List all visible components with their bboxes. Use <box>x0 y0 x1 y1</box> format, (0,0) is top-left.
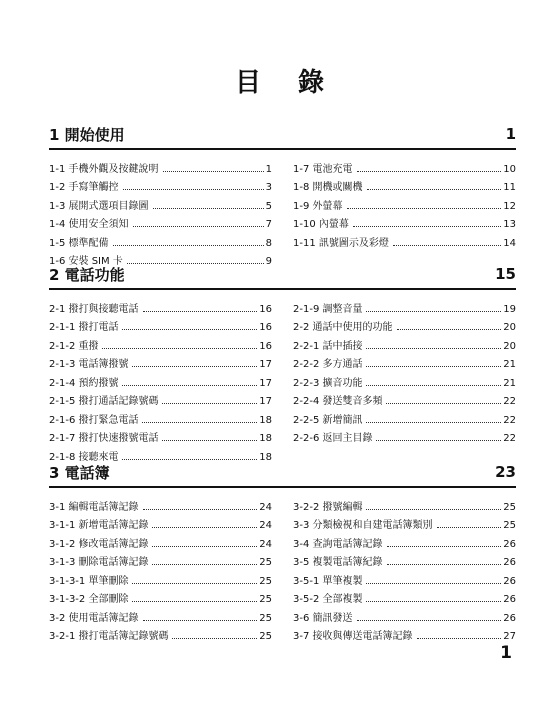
toc-entry <box>293 605 516 624</box>
dot-leader <box>366 509 501 510</box>
toc-entry-page: 25 <box>259 557 272 568</box>
dot-leader <box>353 226 501 227</box>
toc-entry <box>49 605 272 624</box>
toc-entry <box>293 531 516 550</box>
toc-column-left <box>49 494 272 642</box>
dot-leader <box>162 440 257 441</box>
toc-column-right <box>293 156 516 267</box>
dot-leader <box>417 638 502 639</box>
toc-entry <box>49 193 272 212</box>
dot-leader <box>357 620 502 621</box>
toc-entry-page: 16 <box>259 340 272 352</box>
page-number: 1 <box>500 643 512 663</box>
toc-entry-label: 2-1-9 調整音量 <box>293 303 363 315</box>
dot-leader <box>123 189 264 190</box>
toc-entry <box>49 352 272 371</box>
toc-entry-page: 25 <box>503 501 516 513</box>
dot-leader <box>366 366 501 367</box>
toc-entry-label: 3-3 分類檢視和自建電話簿類別 <box>293 520 433 531</box>
toc-entry <box>293 230 516 249</box>
dot-leader <box>386 403 501 404</box>
toc-entry-label: 2-1 撥打與接聽電話 <box>49 303 139 315</box>
toc-column-left <box>49 296 272 463</box>
toc-entry-page: 21 <box>503 377 516 389</box>
toc-entry-label: 2-1-8 接聽來電 <box>49 451 119 463</box>
toc-entry <box>293 296 516 315</box>
toc-entry <box>49 370 272 389</box>
dot-leader <box>347 208 502 209</box>
dot-leader <box>367 189 502 190</box>
toc-entry <box>293 624 516 643</box>
toc-entry-page: 14 <box>503 237 516 249</box>
dot-leader <box>142 422 257 423</box>
dot-leader <box>437 527 502 528</box>
toc-entry <box>293 513 516 532</box>
dot-leader <box>366 385 501 386</box>
dot-leader <box>152 527 257 528</box>
toc-entry <box>49 333 272 352</box>
toc-entry-label: 3-5-2 全部複製 <box>293 594 363 605</box>
toc-entry-label: 2-2 通話中使用的功能 <box>293 322 393 333</box>
toc-entry-page: 26 <box>503 538 516 550</box>
toc-entry-page: 9 <box>265 256 272 267</box>
dot-leader <box>143 620 258 621</box>
toc-entry-page: 24 <box>259 538 272 550</box>
toc-entry-label: 1-9 外螢幕 <box>293 200 343 212</box>
toc-entry <box>293 315 516 334</box>
dot-leader <box>133 226 264 227</box>
dot-leader <box>113 245 264 246</box>
toc-entry-label: 3-2-1 撥打電話簿記錄號碼 <box>49 631 169 642</box>
toc-entry-label: 1-5 標準配備 <box>49 237 109 249</box>
dot-leader <box>172 638 257 639</box>
toc-entry-label: 2-1-4 預約撥號 <box>49 377 119 389</box>
toc-entry <box>293 494 516 513</box>
dot-leader <box>153 208 264 209</box>
toc-entry-label: 1-6 安裝 SIM 卡 <box>49 256 123 267</box>
toc-entry <box>49 550 272 569</box>
dot-leader <box>152 564 257 565</box>
toc-entry-page: 5 <box>265 200 272 212</box>
toc-entry-page: 13 <box>503 219 516 230</box>
toc-entry-label: 3-1-3 刪除電話簿記錄 <box>49 557 149 568</box>
dot-leader <box>102 348 257 349</box>
dot-leader <box>143 509 258 510</box>
dot-leader <box>366 348 501 349</box>
section-header <box>49 121 516 147</box>
toc-entry-label: 2-1-2 重撥 <box>49 340 99 352</box>
toc-entry-label: 3-6 簡訊發送 <box>293 612 353 624</box>
toc-entry-label: 3-7 接收與傳送電話簿記錄 <box>293 631 413 642</box>
dot-leader <box>397 329 502 330</box>
toc-entry-page: 25 <box>259 612 272 624</box>
toc-entry-label: 2-1-1 撥打電話 <box>49 322 119 333</box>
toc-entry-page: 10 <box>503 163 516 175</box>
toc-entry-label: 3-4 查詢電話簿記錄 <box>293 538 383 550</box>
toc-entry <box>49 296 272 315</box>
toc-entry-label: 2-1-3 電話簿撥號 <box>49 359 129 370</box>
toc-entry-label: 1-3 展開式選項目錄圖 <box>49 200 149 212</box>
toc-entry-page: 22 <box>503 396 516 407</box>
dot-leader <box>357 171 502 172</box>
toc-entry-page: 17 <box>259 359 272 370</box>
toc-entry <box>49 426 272 445</box>
dot-leader <box>122 329 257 330</box>
toc-entry-page: 11 <box>503 182 516 193</box>
section-page: 15 <box>495 265 516 283</box>
toc-entry-page: 21 <box>503 359 516 370</box>
section-title: 1 開始使用 <box>49 125 125 144</box>
toc-entry <box>293 389 516 408</box>
toc-entry-label: 2-2-1 話中插接 <box>293 340 363 352</box>
toc-entry <box>293 212 516 231</box>
toc-entry-page: 26 <box>503 575 516 587</box>
toc-section <box>49 121 516 267</box>
toc-entry-label: 2-2-6 返回主目錄 <box>293 433 373 444</box>
toc-entry <box>293 407 516 426</box>
dot-leader <box>366 601 501 602</box>
toc-entry-page: 26 <box>503 557 516 568</box>
toc-entry-page: 18 <box>259 414 272 426</box>
toc-entry-label: 1-10 內螢幕 <box>293 219 349 230</box>
toc-entry-page: 24 <box>259 520 272 531</box>
dot-leader <box>162 403 257 404</box>
toc-entry-page: 18 <box>259 433 272 444</box>
dot-leader <box>163 171 264 172</box>
toc-entry-page: 1 <box>265 163 272 175</box>
toc-entry-label: 1-2 手寫筆觸控 <box>49 182 119 193</box>
toc-entry <box>49 230 272 249</box>
toc-entry <box>49 407 272 426</box>
toc-entry-label: 1-7 電池充電 <box>293 163 353 175</box>
toc-entry-page: 24 <box>259 501 272 513</box>
toc-entry-label: 2-1-7 撥打快速撥號電話 <box>49 433 159 444</box>
toc-entry-page: 7 <box>265 219 272 230</box>
toc-entry-page: 26 <box>503 612 516 624</box>
toc-entry <box>293 370 516 389</box>
toc-entry-page: 16 <box>259 322 272 333</box>
toc-entry-label: 1-1 手機外觀及按鍵說明 <box>49 163 159 175</box>
dot-leader <box>393 245 501 246</box>
toc-entry-page: 19 <box>503 303 516 315</box>
toc-entry <box>293 352 516 371</box>
toc-entry-page: 27 <box>503 631 516 642</box>
section-header <box>49 261 516 287</box>
dot-leader <box>387 564 502 565</box>
dot-leader <box>122 385 257 386</box>
toc-column-right <box>293 494 516 642</box>
section-divider <box>49 486 516 488</box>
section-title: 3 電話簿 <box>49 463 110 482</box>
toc-entry <box>49 389 272 408</box>
toc-entry <box>293 156 516 175</box>
toc-column-right <box>293 296 516 463</box>
toc-entry-page: 3 <box>265 182 272 193</box>
toc-entry <box>49 531 272 550</box>
page-title: 目 錄 <box>234 68 339 98</box>
dot-leader <box>143 311 258 312</box>
toc-entry-page: 8 <box>265 237 272 249</box>
toc-section <box>49 459 516 642</box>
toc-entry-label: 3-5-1 單筆複製 <box>293 575 363 587</box>
toc-entry-page: 16 <box>259 303 272 315</box>
toc-entry-page: 25 <box>503 520 516 531</box>
toc-entry-page: 25 <box>259 631 272 642</box>
toc-entry-page: 22 <box>503 414 516 426</box>
dot-leader <box>366 422 501 423</box>
dot-leader <box>152 546 257 547</box>
toc-entry-page: 17 <box>259 377 272 389</box>
section-header <box>49 459 516 485</box>
toc-entry-label: 2-1-6 撥打緊急電話 <box>49 414 139 426</box>
toc-column-left <box>49 156 272 267</box>
toc-entry <box>293 193 516 212</box>
toc-entry-page: 18 <box>259 451 272 463</box>
toc-entry-page: 17 <box>259 396 272 407</box>
toc-entry-page: 26 <box>503 594 516 605</box>
toc-entry-label: 3-5 複製電話簿紀錄 <box>293 557 383 568</box>
toc-entry <box>49 175 272 194</box>
toc-entry-page: 25 <box>259 594 272 605</box>
toc-entry-label: 1-11 訊號圖示及彩燈 <box>293 237 389 249</box>
section-title: 2 電話功能 <box>49 265 125 284</box>
toc-entry-label: 3-2 使用電話簿記錄 <box>49 612 139 624</box>
toc-entry-label: 1-8 開機或關機 <box>293 182 363 193</box>
toc-entry-label: 3-1-1 新增電話簿記錄 <box>49 520 149 531</box>
section-divider <box>49 148 516 150</box>
toc-entry <box>49 212 272 231</box>
dot-leader <box>376 440 501 441</box>
dot-leader <box>366 583 501 584</box>
toc-entry-label: 3-1-2 修改電話簿記錄 <box>49 538 149 550</box>
toc-section <box>49 261 516 463</box>
dot-leader <box>366 311 501 312</box>
toc-entry-page: 20 <box>503 322 516 333</box>
toc-entry <box>293 587 516 606</box>
toc-entry <box>49 156 272 175</box>
toc-entry-label: 1-4 使用安全須知 <box>49 219 129 230</box>
toc-entry <box>49 624 272 643</box>
toc-entry <box>49 587 272 606</box>
toc-entry-page: 25 <box>259 575 272 587</box>
dot-leader <box>387 546 502 547</box>
toc-entry-label: 2-2-4 發送雙音多頻 <box>293 396 383 407</box>
toc-entry <box>293 426 516 445</box>
toc-entry-label: 3-1-3-2 全部刪除 <box>49 594 129 605</box>
toc-entry-label: 3-2-2 撥號編輯 <box>293 501 363 513</box>
toc-entry <box>49 315 272 334</box>
toc-entry-label: 2-2-2 多方通話 <box>293 359 363 370</box>
toc-entry-page: 22 <box>503 433 516 444</box>
toc-entry-label: 2-2-5 新增簡訊 <box>293 414 363 426</box>
toc-entry <box>293 333 516 352</box>
dot-leader <box>132 601 257 602</box>
toc-entry-label: 2-1-5 撥打通話記錄號碼 <box>49 396 159 407</box>
toc-entry <box>49 568 272 587</box>
dot-leader <box>132 366 257 367</box>
dot-leader <box>132 583 257 584</box>
toc-entry <box>293 175 516 194</box>
toc-entry <box>293 568 516 587</box>
toc-entry-label: 3-1-3-1 單筆刪除 <box>49 575 129 587</box>
section-page: 1 <box>505 125 516 143</box>
toc-entry-page: 20 <box>503 340 516 352</box>
toc-entry <box>293 550 516 569</box>
toc-entry-label: 3-1 編輯電話簿記錄 <box>49 501 139 513</box>
toc-entry <box>49 513 272 532</box>
toc-entry-page: 12 <box>503 200 516 212</box>
section-page: 23 <box>495 463 516 481</box>
toc-entry <box>49 494 272 513</box>
toc-entry-label: 2-2-3 擴音功能 <box>293 377 363 389</box>
section-divider <box>49 288 516 290</box>
